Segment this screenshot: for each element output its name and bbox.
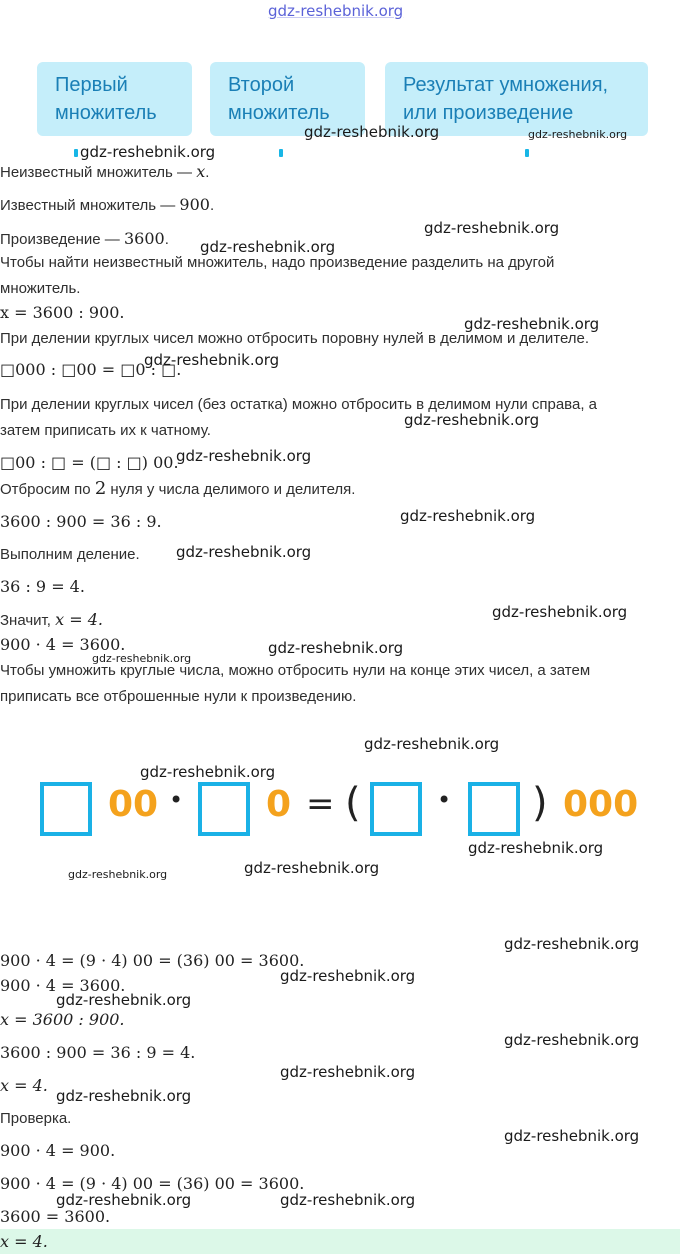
text-line: Чтобы найти неизвестный множитель, надо произведение разделить на другой — [0, 254, 555, 271]
watermark: gdz-reshebnik.org — [200, 238, 336, 256]
math-expr: x = 4. — [55, 610, 103, 629]
watermark: gdz-reshebnik.org — [468, 839, 604, 857]
card-pointer-tick — [74, 149, 78, 157]
text-span: Неизвестный множитель — — [0, 164, 197, 181]
text-span: . — [164, 231, 169, 248]
multiply-dot: • — [437, 786, 452, 814]
text-line — [0, 194, 214, 217]
text-line — [0, 228, 169, 251]
watermark-top[interactable]: gdz-reshebnik.org — [268, 2, 404, 20]
text-span: . — [209, 197, 215, 214]
math-line-answer: x = 4. — [0, 1232, 48, 1251]
paren-open: ( — [345, 780, 361, 826]
text-span: . — [205, 164, 210, 181]
zeros-second: 0 — [266, 784, 292, 825]
text-span: Отбросим по — [0, 481, 95, 498]
placeholder-box — [40, 782, 92, 836]
watermark: gdz-reshebnik.org — [404, 411, 540, 429]
math-num: 900 — [179, 195, 210, 214]
math-line: 900 · 4 = 900. — [0, 1141, 116, 1160]
math-line: x = 4. — [0, 1076, 48, 1095]
watermark: gdz-reshebnik.org — [268, 639, 404, 657]
watermark: gdz-reshebnik.org — [464, 315, 600, 333]
math-line: 900 · 4 = (9 · 4) 00 = (36) 00 = 3600. — [0, 951, 305, 970]
math-line: x = 3600 : 900. — [0, 1010, 125, 1029]
text-span: Известный множитель — — [0, 197, 180, 214]
card-pointer-tick — [525, 149, 529, 157]
text-line: При делении круглых чисел можно отбросить поровну нулей в делимом и делителе. — [0, 330, 590, 347]
watermark: gdz-reshebnik.org — [56, 1087, 192, 1105]
watermark: gdz-reshebnik.org — [68, 868, 168, 881]
math-var: x — [196, 162, 206, 181]
watermark: gdz-reshebnik.org — [176, 543, 312, 561]
card-product-line2: или произведение — [403, 102, 574, 124]
text-line — [0, 609, 103, 632]
math-line: 3600 : 900 = 36 : 9. — [0, 512, 162, 531]
math-line: 36 : 9 = 4. — [0, 577, 85, 596]
card-first-factor-line2: множитель — [55, 102, 157, 124]
watermark: gdz-reshebnik.org — [400, 507, 536, 525]
watermark: gdz-reshebnik.org — [504, 1031, 640, 1049]
text-line: При делении круглых чисел (без остатка) можно отбросить в делимом нули справа, а — [0, 396, 597, 413]
math-line: □00 : □ = (□ : □) 00. — [0, 453, 179, 472]
text-line: затем приписать их к чатному. — [0, 422, 211, 439]
text-line: Чтобы умножить круглые числа, можно отбросить нули на конце этих чисел, а затем — [0, 662, 591, 679]
watermark: gdz-reshebnik.org — [528, 128, 628, 141]
math-line: 3600 : 900 = 36 : 9 = 4. — [0, 1043, 196, 1062]
watermark: gdz-reshebnik.org — [280, 1191, 416, 1209]
text-line — [0, 478, 355, 501]
watermark: gdz-reshebnik.org — [280, 1063, 416, 1081]
card-first-factor — [37, 62, 192, 136]
card-second-factor-line1: Второй — [228, 74, 295, 96]
watermark: gdz-reshebnik.org — [280, 967, 416, 985]
text-line — [0, 161, 209, 184]
watermark: gdz-reshebnik.org — [424, 219, 560, 237]
watermark: gdz-reshebnik.org — [492, 603, 628, 621]
text-line: приписать все отброшенные нули к произведению. — [0, 688, 357, 705]
math-line: 3600 = 3600. — [0, 1207, 111, 1226]
text-line: множитель. — [0, 280, 81, 297]
math-line: 900 · 4 = (9 · 4) 00 = (36) 00 = 3600. — [0, 1174, 305, 1193]
watermark: gdz-reshebnik.org — [364, 735, 500, 753]
multiply-dot: • — [169, 786, 184, 814]
watermark: gdz-reshebnik.org — [144, 351, 280, 369]
card-product-line1: Результат умножения, — [403, 74, 609, 96]
watermark: gdz-reshebnik.org — [80, 143, 216, 161]
placeholder-box — [198, 782, 250, 836]
zeros-first: 00 — [108, 784, 159, 825]
equals-sign: = — [306, 784, 335, 824]
text-line: Проверка. — [0, 1110, 72, 1127]
watermark: gdz-reshebnik.org — [176, 447, 312, 465]
card-second-factor-line2: множитель — [228, 102, 330, 124]
answer-highlight — [0, 1229, 680, 1254]
math-num: 2 — [94, 478, 107, 499]
card-pointer-tick — [279, 149, 283, 157]
text-span: Произведение — — [0, 231, 124, 248]
watermark: gdz-reshebnik.org — [56, 1191, 192, 1209]
text-span: нуля у числа делимого и делителя. — [106, 481, 356, 498]
math-line: x = 3600 : 900. — [0, 303, 125, 322]
card-first-factor-line1: Первый — [55, 74, 128, 96]
zeros-result: 000 — [563, 784, 639, 825]
paren-close: ) — [532, 780, 548, 826]
placeholder-box — [468, 782, 520, 836]
text-line: Выполним деление. — [0, 546, 140, 563]
watermark: gdz-reshebnik.org — [56, 991, 192, 1009]
math-line: 900 · 4 = 3600. — [0, 635, 126, 654]
watermark: gdz-reshebnik.org — [244, 859, 380, 877]
watermark: gdz-reshebnik.org — [92, 652, 192, 665]
watermark: gdz-reshebnik.org — [504, 1127, 640, 1145]
watermark: gdz-reshebnik.org — [504, 935, 640, 953]
watermark: gdz-reshebnik.org — [140, 763, 276, 781]
math-line: □000 : □00 = □0 : □. — [0, 360, 182, 379]
watermark: gdz-reshebnik.org — [304, 123, 440, 141]
text-span: Значит, — [0, 612, 56, 629]
math-num: 3600 — [123, 229, 165, 248]
placeholder-box — [370, 782, 422, 836]
math-line: 900 · 4 = 3600. — [0, 976, 126, 995]
